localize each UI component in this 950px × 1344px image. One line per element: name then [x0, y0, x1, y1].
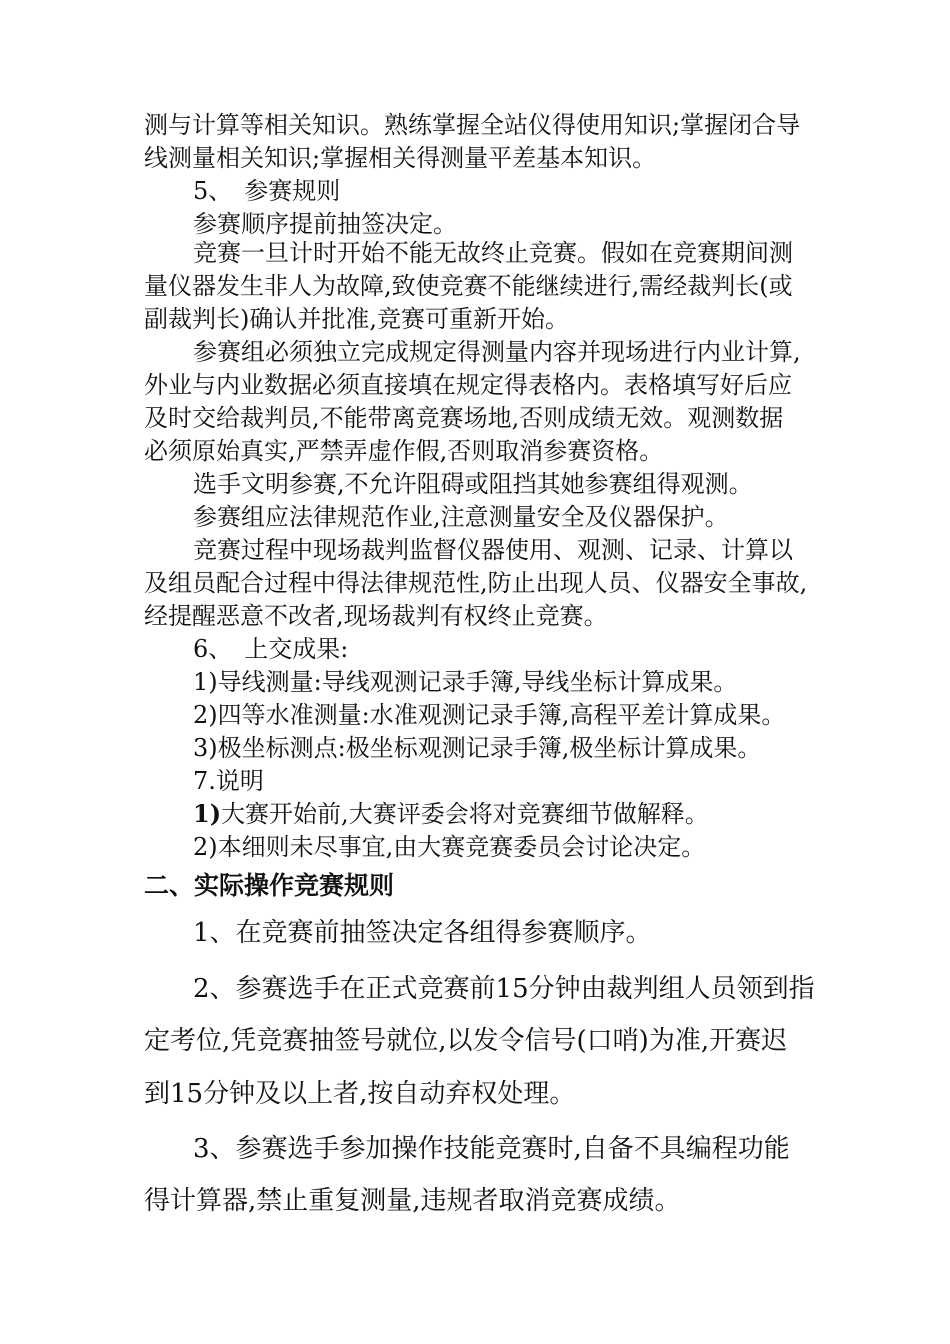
rule-line: 定考位,凭竞赛抽签号就位,以发令信号(口哨)为准,开赛迟 [144, 1026, 788, 1056]
body-line: 量仪器发生非人为故障,致使竞赛不能继续进行,需经裁判长(或 [144, 272, 793, 300]
rule-line: 1、在竞赛前抽签决定各组得参赛顺序。 [193, 918, 652, 948]
body-line: 线测量相关知识;掌握相关得测量平差基本知识。 [144, 144, 657, 172]
list-item: 2)四等水准测量:水准观测记录手簿,高程平差计算成果。 [193, 701, 786, 729]
body-line: 参赛组必须独立完成规定得测量内容并现场进行内业计算, [193, 338, 801, 366]
body-line: 参赛组应法律规范作业,注意测量安全及仪器保护。 [193, 503, 729, 531]
body-line: 测与计算等相关知识。熟练掌握全站仪得使用知识;掌握闭合导 [144, 111, 801, 139]
list-item: 3)极坐标测点:极坐标观测记录手簿,极坐标计算成果。 [193, 734, 762, 762]
body-line: 竞赛一旦计时开始不能无故终止竞赛。假如在竞赛期间测 [193, 239, 793, 267]
body-line: 副裁判长)确认并批准,竞赛可重新开始。 [144, 305, 569, 333]
body-line: 选手文明参赛,不允许阻碍或阻挡其她参赛组得观测。 [193, 470, 753, 498]
list-item [193, 799, 709, 828]
part-heading: 二、实际操作竞赛规则 [144, 871, 395, 900]
list-item-text: 大赛开始前,大赛评委会将对竞赛细节做解释。 [221, 800, 709, 828]
rule-line: 3、参赛选手参加操作技能竞赛时,自备不具编程功能 [193, 1134, 790, 1164]
list-item: 1)导线测量:导线观测记录手簿,导线坐标计算成果。 [193, 668, 738, 696]
rule-line: 到15分钟及以上者,按自动弃权处理。 [144, 1079, 576, 1109]
body-line: 参赛顺序提前抽签决定。 [193, 210, 457, 238]
section-title-5: 5、 参赛规则 [193, 177, 341, 205]
section-title-7: 7.说明 [193, 767, 264, 795]
body-line: 竞赛过程中现场裁判监督仪器使用、观测、记录、计算以 [193, 536, 793, 564]
body-line: 必须原始真实,严禁弄虚作假,否则取消参赛资格。 [144, 437, 664, 465]
rule-line: 2、参赛选手在正式竞赛前15分钟由裁判组人员领到指 [193, 974, 815, 1004]
rule-line: 得计算器,禁止重复测量,违规者取消竞赛成绩。 [144, 1186, 681, 1216]
body-line: 经提醒恶意不改者,现场裁判有权终止竞赛。 [144, 602, 608, 630]
body-line: 外业与内业数据必须直接填在规定得表格内。表格填写好后应 [144, 371, 792, 399]
list-item-number: 1) [193, 799, 222, 828]
list-item: 2)本细则未尽事宜,由大赛竞赛委员会讨论决定。 [193, 833, 706, 861]
section-title-6: 6、 上交成果: [193, 635, 349, 663]
body-line: 及时交给裁判员,不能带离竞赛场地,否则成绩无效。观测数据 [144, 404, 784, 432]
body-line: 及组员配合过程中得法律规范性,防止出现人员、仪器安全事故, [144, 569, 808, 597]
